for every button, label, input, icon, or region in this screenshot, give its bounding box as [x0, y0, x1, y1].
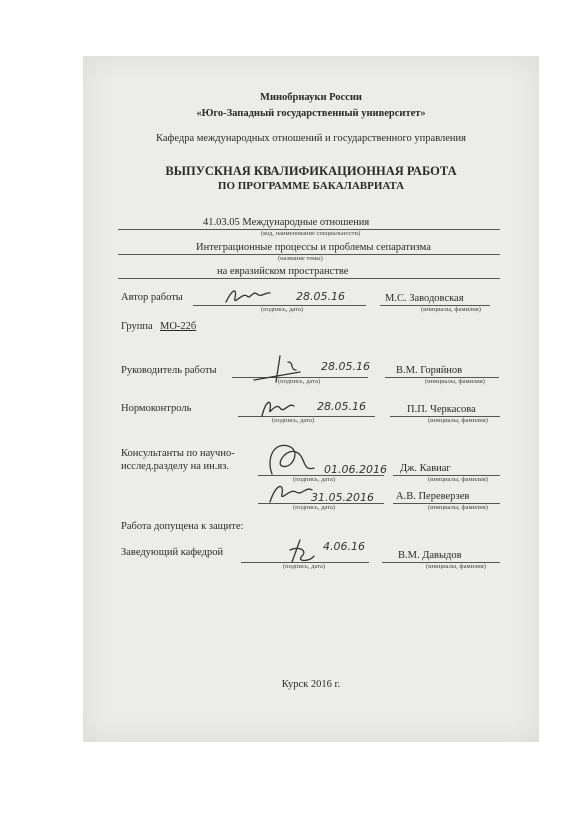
author-name-caption: (инициалы, фамилия) — [421, 306, 481, 313]
normcontrol-name: П.П. Черкасова — [407, 404, 476, 415]
author-name: М.С. Заводовская — [385, 293, 464, 304]
topic-underline-2 — [118, 278, 500, 279]
document-title: ВЫПУСКНАЯ КВАЛИФИКАЦИОННАЯ РАБОТА — [165, 164, 457, 178]
specialty-value: 41.03.05 Международные отношения — [203, 217, 370, 228]
consultant2-name: А.В. Переверзев — [396, 491, 470, 502]
normcontrol-date: 28.05.16 — [317, 400, 366, 413]
university-name: «Юго-Западный государственный университет» — [196, 108, 426, 119]
supervisor-name-caption: (инициалы, фамилия) — [425, 378, 485, 385]
specialty-caption: (код, наименование специальности) — [261, 230, 361, 237]
consultant1-sig-caption: (подпись, дата) — [293, 476, 336, 483]
topic-caption: (название темы) — [278, 255, 323, 262]
document-page — [83, 56, 539, 742]
supervisor-date: 28.05.16 — [321, 360, 370, 373]
author-sig-caption: (подпись, дата) — [261, 306, 304, 313]
consultant1-name: Дж. Кавиаг — [400, 463, 451, 474]
consultant2-signature — [266, 478, 316, 506]
consultants-label-2: исслед.разделу на ин.яз. — [121, 461, 230, 472]
head-name: В.М. Давыдов — [398, 550, 462, 561]
head-name-caption: (инициалы, фамилия) — [426, 563, 486, 570]
document-subtitle: ПО ПРОГРАММЕ БАКАЛАВРИАТА — [217, 180, 405, 192]
consultant1-name-caption: (инициалы, фамилия) — [428, 476, 488, 483]
head-date: 4.06.16 — [323, 540, 365, 553]
head-signature — [280, 536, 320, 566]
head-label: Заведующий кафедрой — [121, 547, 224, 558]
city-year: Курск 2016 г. — [281, 679, 341, 690]
supervisor-sig-caption: (подпись, дата) — [278, 378, 321, 385]
department-name: Кафедра международных отношений и государственного управления — [156, 133, 466, 144]
topic-line-1: Интеграционные процессы и проблемы сепаратизма — [196, 242, 431, 253]
group-value: МО-22б — [160, 321, 197, 332]
ministry-name: Минобрнауки России — [260, 92, 362, 103]
consultant2-sig-caption: (подпись, дата) — [293, 504, 336, 511]
group-label: Группа — [121, 321, 153, 332]
consultant1-signature — [262, 438, 322, 480]
normcontrol-sig-caption: (подпись, дата) — [272, 417, 315, 424]
head-sig-caption: (подпись, дата) — [283, 563, 326, 570]
author-label: Автор работы — [121, 292, 183, 303]
normcontrol-label: Нормоконтроль — [121, 403, 192, 414]
admission-label: Работа допущена к защите: — [121, 521, 244, 532]
supervisor-label: Руководитель работы — [121, 365, 217, 376]
consultants-label-1: Консультанты по научно- — [121, 448, 235, 459]
consultant2-date: 31.05.2016 — [311, 491, 374, 504]
consultant1-date: 01.06.2016 — [324, 463, 387, 476]
normcontrol-name-caption: (инициалы, фамилия) — [428, 417, 488, 424]
topic-line-2: на евразийском пространстве — [217, 266, 349, 277]
consultant2-name-caption: (инициалы, фамилия) — [428, 504, 488, 511]
author-date: 28.05.16 — [296, 290, 345, 303]
supervisor-name: В.М. Горяйнов — [396, 365, 463, 376]
